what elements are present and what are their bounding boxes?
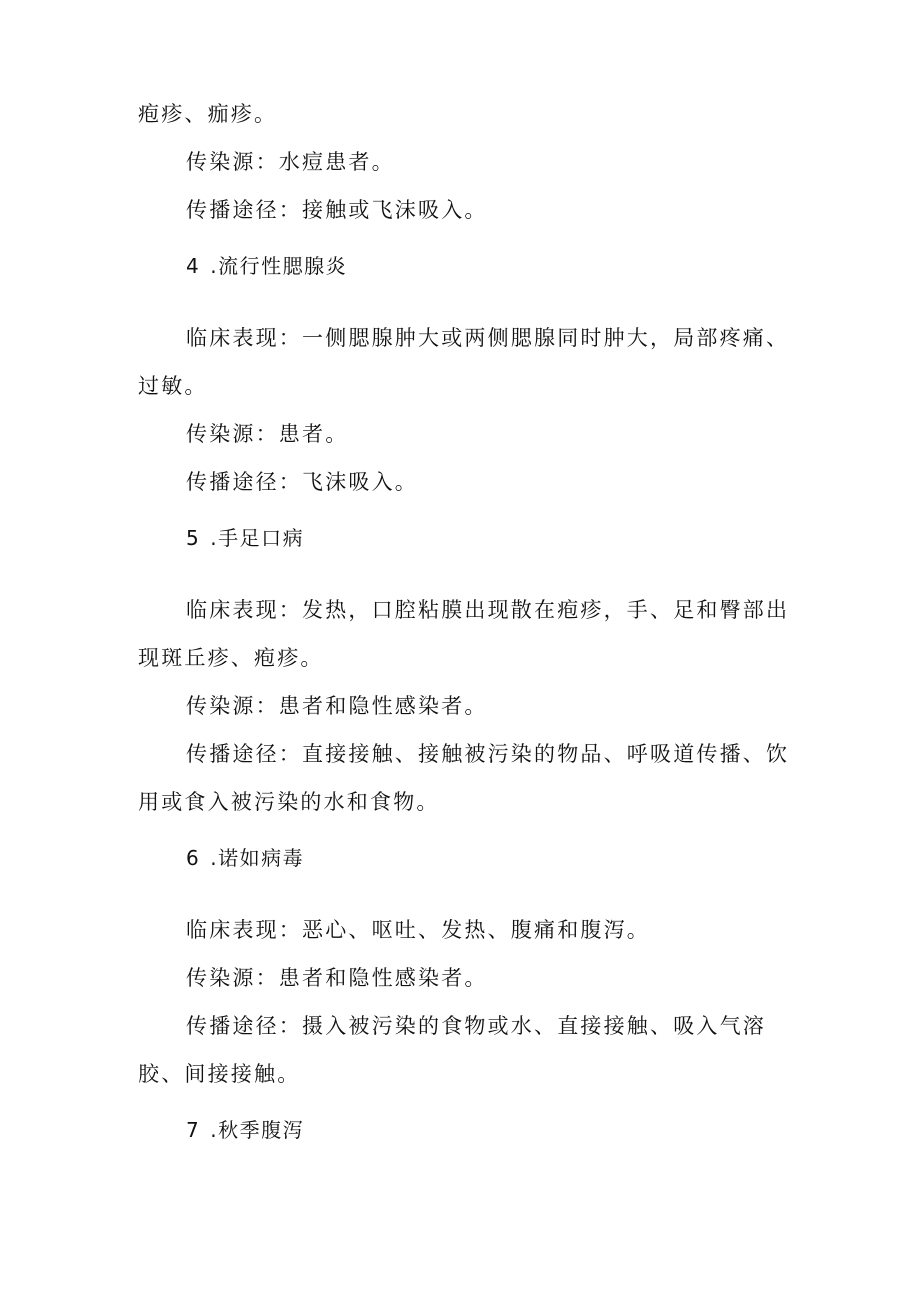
text-line: 临床表现：恶心、呕吐、发热、腹痛和腹泻。 bbox=[186, 918, 650, 942]
text-line: 临床表现：发热，口腔粘膜出现散在疱疹，手、足和臀部出 bbox=[186, 598, 790, 622]
text-line: 传播途径：接触或飞沫吸入。 bbox=[186, 198, 488, 222]
text-line: 疱疹、痂疹。 bbox=[138, 102, 278, 126]
text-line: 传播途径：摄入被污染的食物或水、直接接触、吸入气溶 bbox=[186, 1014, 766, 1038]
text-line: 传播途径：直接接触、接触被污染的物品、呼吸道传播、饮 bbox=[186, 742, 790, 766]
text-line: 传染源：患者和隐性感染者。 bbox=[186, 966, 488, 990]
section-heading bbox=[0, 844, 920, 872]
section-title: .手足口病 bbox=[210, 526, 305, 550]
text-line: 胶、间接接触。 bbox=[138, 1062, 301, 1086]
section-number: 5 bbox=[186, 526, 201, 550]
section-heading bbox=[0, 252, 920, 280]
text-line: 现斑丘疹、疱疹。 bbox=[138, 646, 324, 670]
text-line: 用或食入被污染的水和食物。 bbox=[138, 790, 440, 814]
section-heading bbox=[0, 524, 920, 552]
section-number: 4 bbox=[186, 254, 201, 278]
text-line: 传染源：患者。 bbox=[186, 422, 349, 446]
section-heading bbox=[0, 1116, 920, 1144]
text-line: 传染源：水痘患者。 bbox=[186, 150, 395, 174]
section-number: 6 bbox=[186, 846, 201, 870]
text-line: 临床表现：一侧腮腺肿大或两侧腮腺同时肿大，局部疼痛、 bbox=[186, 326, 790, 350]
section-title: .流行性腮腺炎 bbox=[210, 254, 348, 278]
text-line: 传播途径：飞沫吸入。 bbox=[186, 470, 418, 494]
text-line: 传染源：患者和隐性感染者。 bbox=[186, 694, 488, 718]
text-line: 过敏。 bbox=[138, 374, 208, 398]
section-title: .诺如病毒 bbox=[210, 846, 305, 870]
section-title: .秋季腹泻 bbox=[210, 1118, 305, 1142]
section-number: 7 bbox=[186, 1118, 201, 1142]
